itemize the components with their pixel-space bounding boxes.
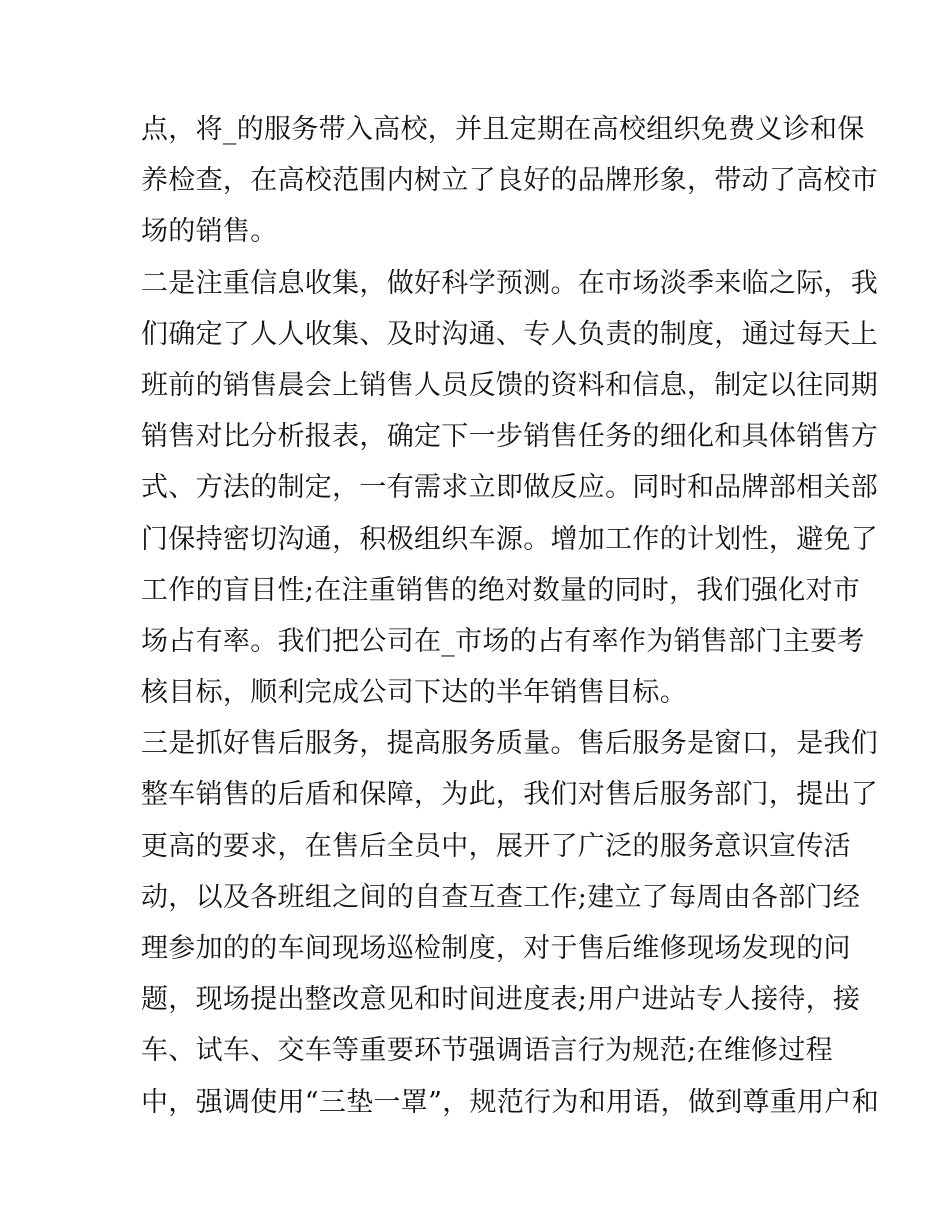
body-text (141, 104, 880, 1128)
text-line: 场占有率。我们把公司在_市场的占有率作为销售部门主要考 (141, 625, 865, 657)
text-line: 班前的销售晨会上销售人员反馈的资料和信息，制定以往同期 (141, 369, 879, 401)
text-line: 车、试车、交车等重要环节强调语言行为规范;在维修过程 (141, 1035, 833, 1067)
text-line: 中，强调使用“三垫一罩”，规范行为和用语，做到尊重用户和 (141, 1086, 880, 1118)
text-line: 动，以及各班组之间的自查互查工作;建立了每周由各部门经 (141, 881, 861, 913)
text-line: 理参加的的车间现场巡检制度，对于售后维修现场发现的问 (141, 933, 851, 964)
text-line: 二是注重信息收集，做好科学预测。在市场淡季来临之际，我 (141, 267, 879, 299)
text-line: 整车销售的后盾和保障，为此，我们对售后服务部门，提出了 (141, 779, 879, 811)
text-line: 工作的盲目性;在注重销售的绝对数量的同时，我们强化对市 (141, 574, 861, 606)
text-line: 更高的要求，在售后全员中，展开了广泛的服务意识宣传活 (141, 830, 851, 862)
text-line: 场的销售。 (141, 216, 278, 248)
text-line: 三是抓好售后服务，提高服务质量。售后服务是窗口，是我们 (141, 728, 879, 760)
text-line: 核目标，顺利完成公司下达的半年销售目标。 (141, 677, 687, 709)
text-line: 点，将_的服务带入高校，并且定期在高校组织免费义诊和保 (141, 114, 865, 145)
text-line: 销售对比分析报表，确定下一步销售任务的细化和具体销售方 (141, 421, 879, 453)
text-line: 养检查，在高校范围内树立了良好的品牌形象，带动了高校市 (141, 165, 879, 197)
text-line: 们确定了人人收集、及时沟通、专人负责的制度，通过每天上 (141, 318, 879, 350)
text-line: 式、方法的制定，一有需求立即做反应。同时和品牌部相关部 (141, 472, 879, 504)
text-line: 门保持密切沟通，积极组织车源。增加工作的计划性，避免了 (141, 523, 879, 555)
text-line: 题，现场提出整改意见和时间进度表;用户进站专人接待，接 (141, 984, 861, 1016)
